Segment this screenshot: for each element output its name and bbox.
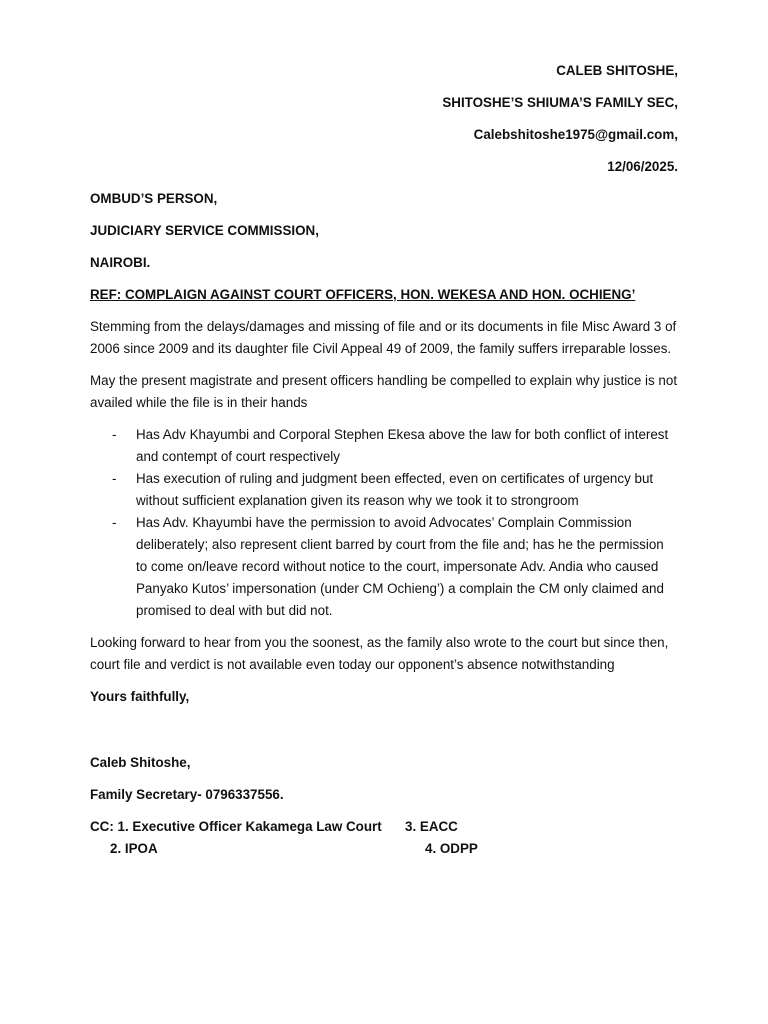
cc-entry: 3. EACC xyxy=(405,819,458,834)
sign-off: Yours faithfully, xyxy=(90,689,190,704)
recipient-line-3: NAIROBI. xyxy=(90,255,151,270)
list-item xyxy=(90,424,678,468)
list-item xyxy=(90,512,678,622)
letter-content xyxy=(90,60,678,860)
sender-email: Calebshitoshe1975@gmail.com, xyxy=(473,127,678,142)
body-paragraph-2: May the present magistrate and present officers handling be compelled to explain why justice is not availed while the file is in their hands xyxy=(90,373,678,410)
closing-paragraph: Looking forward to hear from you the soonest, as the family also wrote to the court but since then, court file and verdict is not available even today our opponent’s absence notwithstanding xyxy=(90,635,669,672)
recipient-line-1: OMBUD’S PERSON, xyxy=(90,191,218,206)
recipient-block xyxy=(90,188,678,284)
cc-row xyxy=(90,838,678,860)
list-item xyxy=(90,468,678,512)
sender-organization: SHITOSHE’S SHIUMA’S FAMILY SEC, xyxy=(442,95,678,110)
sender-block xyxy=(90,60,678,188)
letter-date: 12/06/2025. xyxy=(607,159,678,174)
cc-row xyxy=(90,816,678,838)
recipient-line-2: JUDICIARY SERVICE COMMISSION, xyxy=(90,223,319,238)
list-item-text: Has Adv Khayumbi and Corporal Stephen Ekesa above the law for both conflict of interest and contempt of court respectively xyxy=(136,427,669,464)
list-item-text: Has Adv. Khayumbi have the permission to avoid Advocates’ Complain Commission deliberately; also represent client barred by court from the file and; has he the permission to come on/leave record without notice to the court, impersonate Adv. Andia who caused Panyako Kutos’ impersonation (under CM Ochieng’) a complain the CM only claimed and promised to deal with but did not. xyxy=(136,515,664,618)
signature-space xyxy=(90,718,678,752)
cc-entry: 4. ODPP xyxy=(425,841,478,856)
bullet-marker: - xyxy=(112,471,117,486)
cc-entry: CC: 1. Executive Officer Kakamega Law Court xyxy=(90,819,382,834)
cc-block xyxy=(90,816,678,860)
signature-name: Caleb Shitoshe, xyxy=(90,755,191,770)
reference-line: REF: COMPLAIGN AGAINST COURT OFFICERS, HON. WEKESA AND HON. OCHIENG’ xyxy=(90,287,636,302)
list-item-text: Has execution of ruling and judgment been effected, even on certificates of urgency but without sufficient explanation given its reason why we took it to strongroom xyxy=(136,471,654,508)
bullet-marker: - xyxy=(112,427,117,442)
sender-name: CALEB SHITOSHE, xyxy=(556,63,678,78)
complaint-list xyxy=(90,424,678,622)
body-paragraph-1: Stemming from the delays/damages and missing of file and or its documents in file Misc Award 3 of 2006 since 2009 and its daughter file Civil Appeal 49 of 2009, the family suffers irreparable losses. xyxy=(90,319,677,356)
signature-title: Family Secretary- 0796337556. xyxy=(90,787,284,802)
cc-entry: 2. IPOA xyxy=(110,841,158,856)
bullet-marker: - xyxy=(112,515,117,530)
